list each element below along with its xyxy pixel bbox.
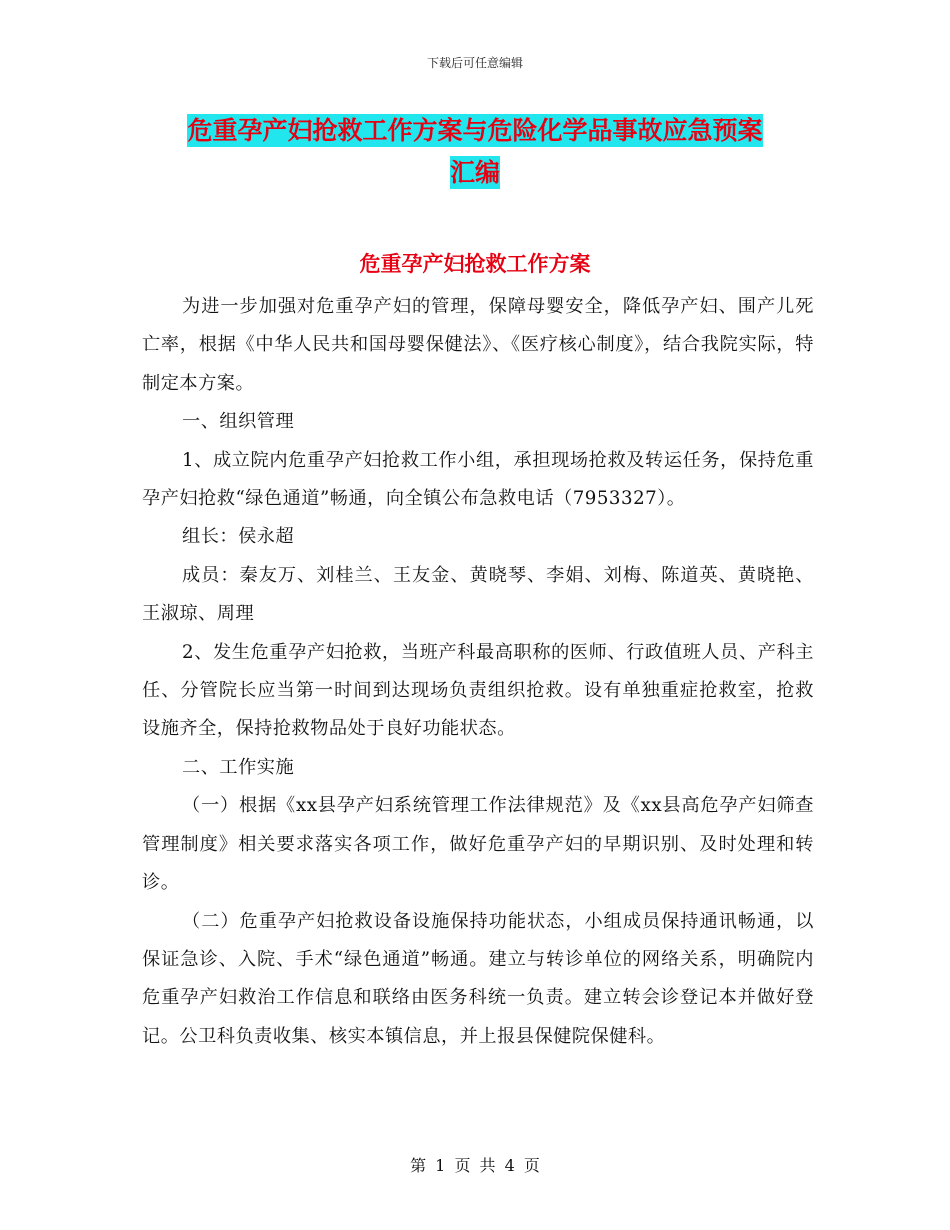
header-note: 下载后可任意编辑 <box>426 56 523 70</box>
paragraph-intro: 为进一步加强对危重孕产妇的管理，保障母婴安全，降低孕产妇、围产儿死亡率，根据《中华人民共和国母婴保健法》、《医疗核心制度》，结合我院实际，特制定本方案。 <box>142 296 814 394</box>
document-title <box>140 110 810 194</box>
paragraph-response: 2、发生危重孕产妇抢救，当班产科最高职称的医师、行政值班人员、产科主任、分管院长应当第一时间到达现场负责组织抢救。设有单独重症抢救室，抢救设施齐全，保持抢救物品处于良好功能状态。 <box>142 641 814 740</box>
page-footer: 第 1 页 共 4 页 <box>410 1156 540 1175</box>
heading-implementation: 二、工作实施 <box>182 756 295 778</box>
paragraph-implementation-1: （一）根据《xx县孕产妇系统管理工作法律规范》及《xx县高危孕产妇筛查管理制度》相关要求落实各项工作，做好危重孕产妇的早期识别、及时处理和转诊。 <box>142 795 814 894</box>
document-title-line2: 汇编 <box>449 158 500 187</box>
heading-organization: 一、组织管理 <box>182 411 295 433</box>
paragraph-leader: 组长：侯永超 <box>182 526 295 548</box>
document-title-line1: 危重孕产妇抢救工作方案与危险化学品事故应急预案 <box>187 116 763 145</box>
paragraph-members: 成员：秦友万、刘桂兰、王友金、黄晓琴、李娟、刘梅、陈道英、黄晓艳、王淑琼、周理 <box>142 564 814 625</box>
paragraph-team: 1、成立院内危重孕产妇抢救工作小组，承担现场抢救及转运任务，保持危重孕产妇抢救“绿色通道”畅通，向全镇公布急救电话（7953327）。 <box>142 449 814 510</box>
paragraph-implementation-2: （二）危重孕产妇抢救设备设施保持功能状态，小组成员保持通讯畅通，以保证急诊、入院、手术“绿色通道”畅通。建立与转诊单位的网络关系，明确院内危重孕产妇救治工作信息和联络由医务科统一负责。建立转会诊登记本并做好登记。公卫科负责收集、核实本镇信息，并上报县保健院保健科。 <box>142 910 814 1047</box>
section-title: 危重孕产妇抢救工作方案 <box>359 251 591 276</box>
body-text <box>142 288 814 1056</box>
